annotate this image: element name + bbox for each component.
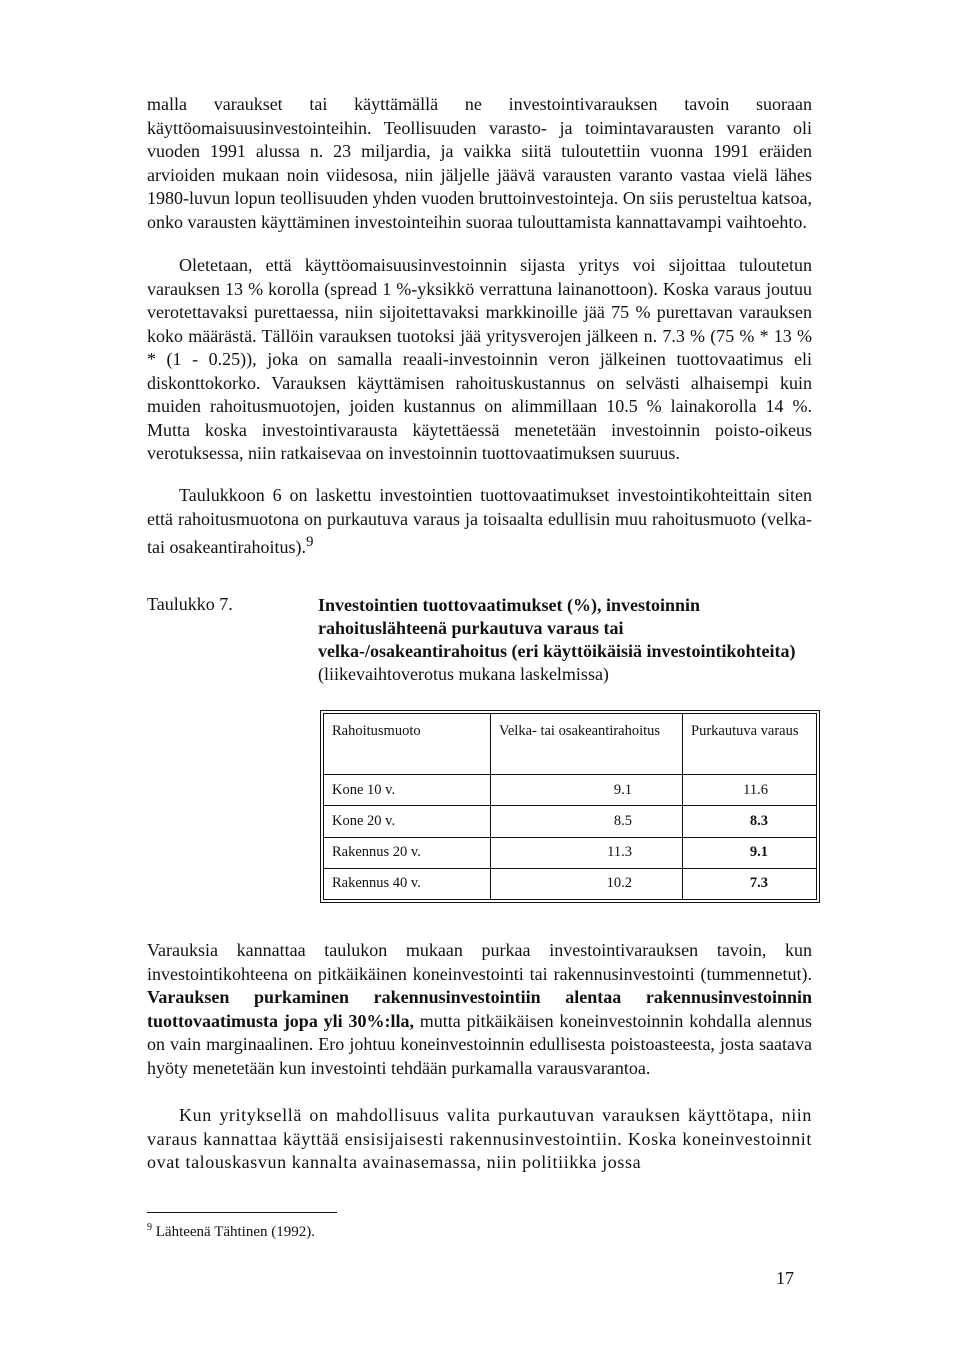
table-row (324, 806, 817, 837)
table-cell: 10.2 (491, 868, 683, 899)
paragraph-4-text-c: mutta pitkäikäisen koneinvestoinnin kohdalla alennus on vain marginaalinen. Ero johtuu koneinvestoinnin edullisesta poistoasteesta, josta saatava hyöty menetetään kun investointi tehdään purkamalla varausvarantoa. (147, 1010, 813, 1078)
paragraph-5 (147, 1104, 812, 1175)
table-caption-title-normal: (liikevaihtoverotus mukana laskelmissa) (318, 664, 609, 684)
table-cell: 8.3 (683, 806, 817, 837)
table-header-cell: Velka- tai osakeantirahoitus (491, 714, 683, 775)
paragraph-2 (147, 254, 812, 466)
paragraph-4-text-a: Varauksia kannattaa taulukon mukaan purkaa investointivarauksen tavoin, kun investointikohteena on pitkäikäinen koneinvestointi tai rakennusinvestointi (tummennetut). (147, 940, 812, 984)
results-table (323, 713, 817, 900)
paragraph-2-text: Oletetaan, että käyttöomaisuusinvestoinnin sijasta yritys voi sijoittaa tuloutetun varauksen 13 % korolla (spread 1 %-yksikkö verrattuna lainanottoon). Koska varaus joutuu verotettavaksi purettaessa, niin sijoitettavaksi markkinoille jää 75 % purettavan varauksen koko määrästä. Tällöin varauksen tuotoksi jää yritysverojen jälkeen n. 7.3 % (75 % * 13 % * (1 - 0.25)), joka on samalla reaali-investoinnin veron jälkeinen tuottovaatimus eli diskonttokorko. Varauksen käyttämisen rahoituskustannus on selvästi alhaisempi kuin muiden rahoitusmuotojen, joiden kustannus on alimmillaan 10.5 % lainakorolla 14 %. Mutta koska investointivarausta käytettäessä menetetään investoinnin poisto-oikeus verotuksessa, niin ratkaisevaa on investoinnin tuottovaatimuksen suuruus. (147, 255, 812, 463)
table-caption-title-bold: Investointien tuottovaatimukset (%), investoinnin rahoituslähteenä purkautuva varaus tai velka-/osakeantirahoitus (eri käyttöikäisiä investointikohteita) (318, 595, 796, 661)
table-frame (320, 710, 820, 903)
table-header-row (324, 714, 817, 775)
table-cell: 8.5 (491, 806, 683, 837)
table-cell: Kone 20 v. (324, 806, 491, 837)
table-cell: 11.3 (491, 837, 683, 868)
table-header-cell: Purkautuva varaus (683, 714, 817, 775)
table-cell: 11.6 (683, 775, 817, 806)
paragraph-1: malla varaukset tai käyttämällä ne investointivarauksen tavoin suoraan käyttöomaisuusinvestointeihin. Teollisuuden varasto- ja toimintavarausten varanto oli vuoden 1991 alussa n. 23 miljardia, ja vaikka siitä tuloutettiin vuonna 1991 eräiden arvioiden mukaan noin viidesosa, niin jäljelle jäävä varausten varanto vastaa vielä lähes 1980-luvun lopun teollisuuden yhden vuoden bruttoinvestointeja. On siis perusteltua katsoa, onko varausten käyttäminen investointeihin suoraa tulouttamista kannattavampi vaihtoehto. (147, 94, 812, 232)
footnote-mark: 9 (147, 1222, 152, 1233)
paragraph-4 (147, 939, 812, 1080)
table-cell: Rakennus 40 v. (324, 868, 491, 899)
table-cell: 7.3 (683, 868, 817, 899)
table-row (324, 775, 817, 806)
table-row (324, 837, 817, 868)
footnote-text: Lähteenä Tähtinen (1992). (155, 1224, 315, 1240)
page-number: 17 (776, 1268, 794, 1288)
footnote-ref: 9 (305, 534, 314, 550)
table-cell: Rakennus 20 v. (324, 837, 491, 868)
table-caption-label: Taulukko 7. (147, 594, 233, 614)
footnote (147, 1222, 315, 1241)
table-cell: 9.1 (683, 837, 817, 868)
table-cell: 9.1 (491, 775, 683, 806)
footnote-rule (147, 1212, 337, 1213)
table-row (324, 868, 817, 899)
paragraph-4-bold: Varauksen purkaminen rakennusinvestointiin alentaa rakennusinvestoinnin tuottovaatimusta jopa yli 30%:lla, (147, 987, 812, 1031)
paragraph-5-text: Kun yrityksellä on mahdollisuus valita purkautuvan varauksen käyttötapa, niin varaus kannattaa käyttää ensisijaisesti rakennusinvestointiin. Koska koneinvestoinnit ovat talouskasvun kannalta avainasemassa, niin politiikka jossa (147, 1105, 812, 1172)
paragraph-3-text: Taulukkoon 6 on laskettu investointien tuottovaatimukset investointikohteittain siten että rahoitusmuotona on purkautuva varaus ja toisaalta edullisin muu rahoitusmuoto (velka- tai osakeantirahoitus). (147, 485, 812, 557)
table-header-cell: Rahoitusmuoto (324, 714, 491, 775)
table-caption-title (318, 594, 798, 686)
table-cell: Kone 10 v. (324, 775, 491, 806)
paragraph-3 (147, 484, 812, 560)
